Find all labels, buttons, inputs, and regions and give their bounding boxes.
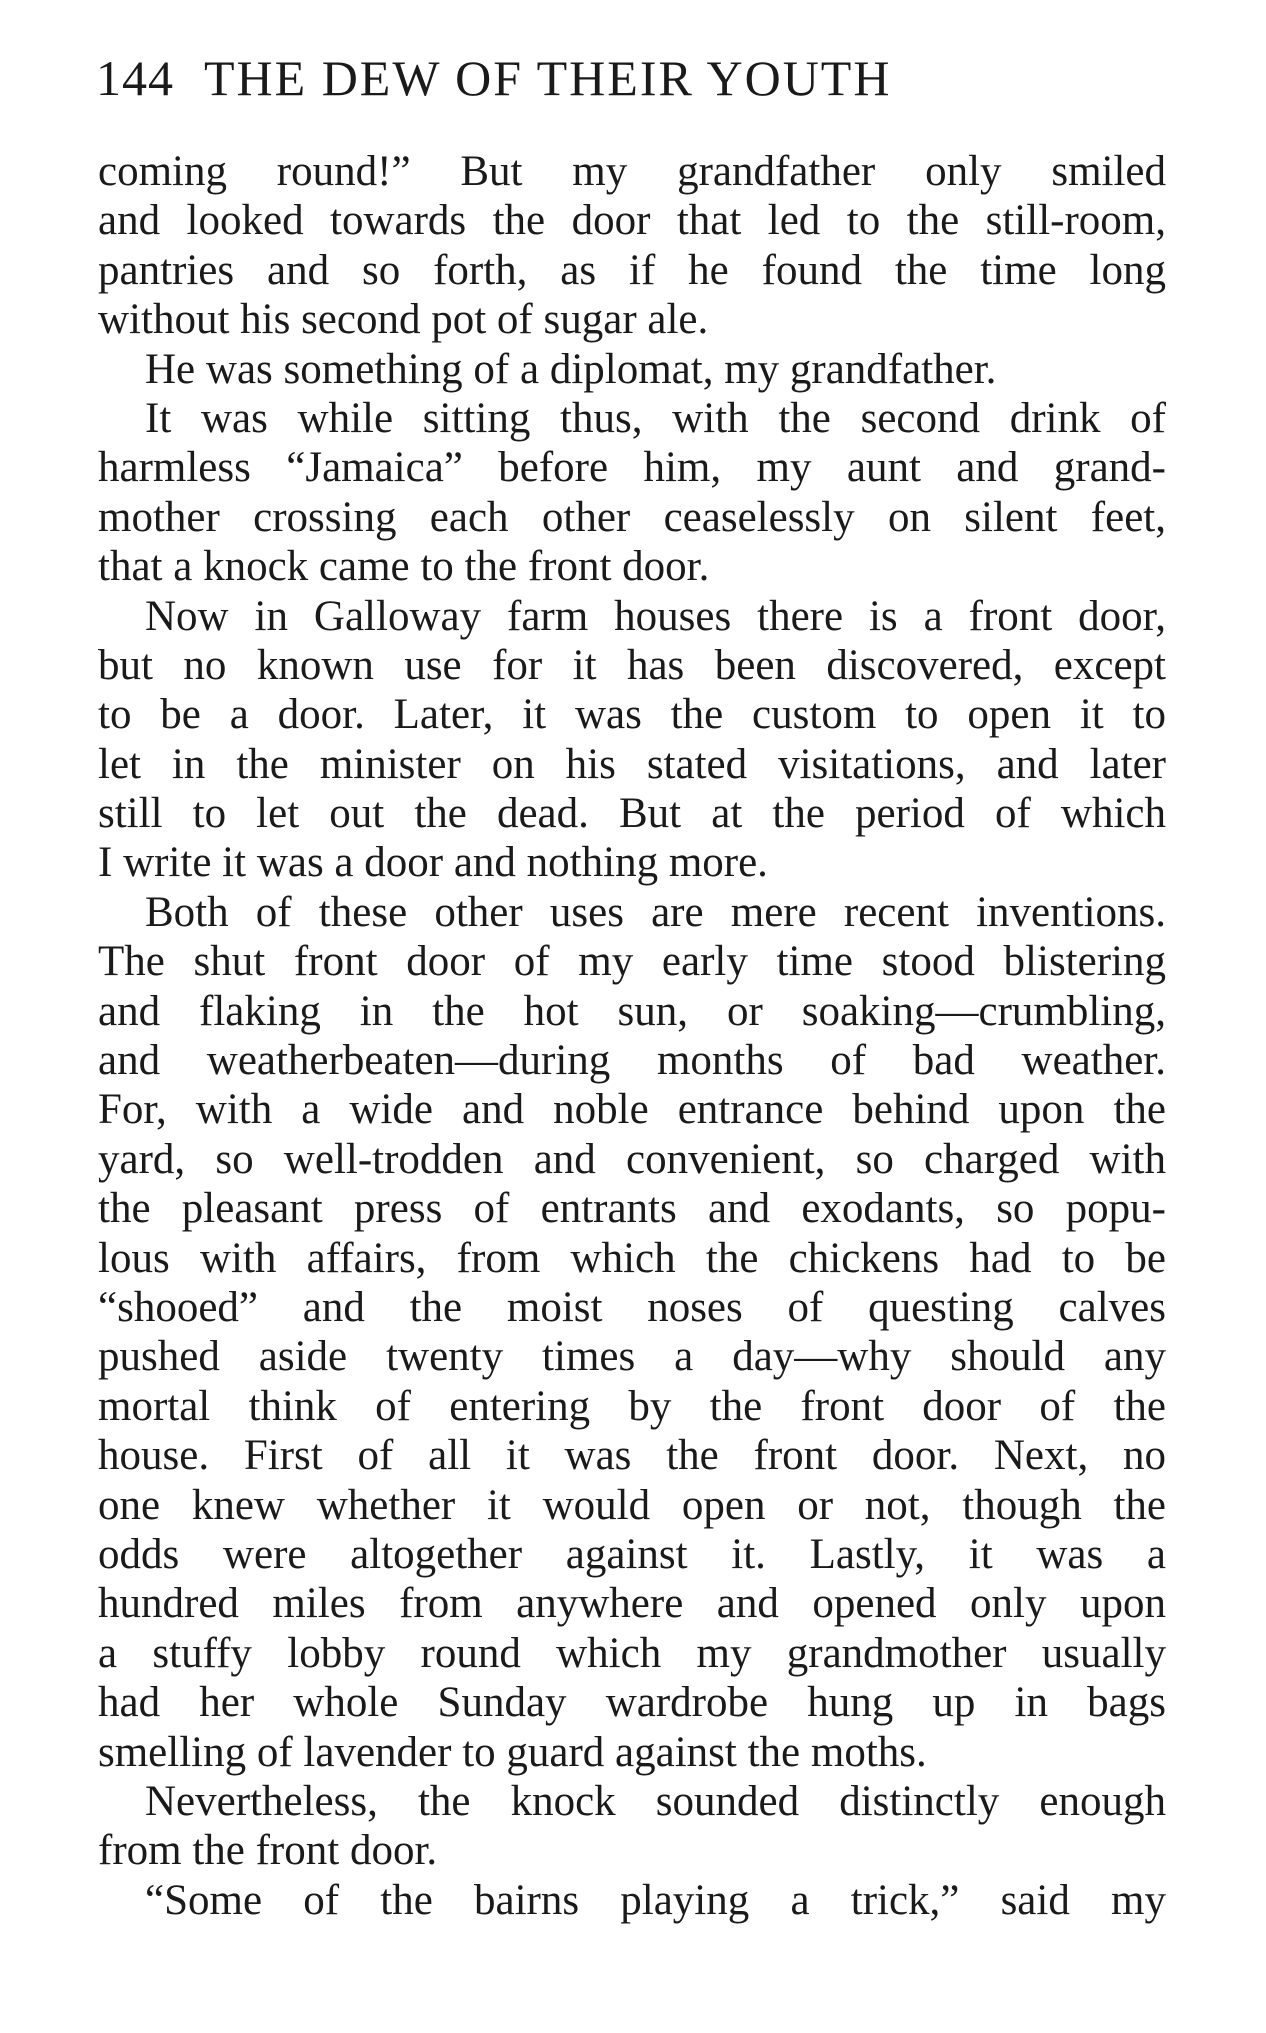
text-line: and looked towards the door that led to the still-room, bbox=[98, 197, 1166, 245]
page-number: 144 bbox=[96, 50, 174, 106]
text-line: For, with a wide and noble entrance behind upon the bbox=[98, 1086, 1166, 1134]
text-line: pushed aside twenty times a day—why should any bbox=[98, 1333, 1166, 1381]
text-line: house. First of all it was the front door. Next, no bbox=[98, 1432, 1166, 1480]
text-line: The shut front door of my early time stood blistering bbox=[98, 938, 1166, 986]
text-line: a stuffy lobby round which my grandmother usually bbox=[98, 1629, 1166, 1677]
running-head bbox=[96, 48, 891, 108]
text-line: that a knock came to the front door. bbox=[98, 543, 710, 591]
text-line: coming round!” But my grandfather only smiled bbox=[98, 148, 1166, 195]
text-line: without his second pot of sugar ale. bbox=[98, 296, 709, 344]
text-line: mortal think of entering by the front door of the bbox=[98, 1382, 1166, 1430]
text-line: “Some of the bairns playing a trick,” said my bbox=[145, 1876, 1166, 1924]
text-line: Nevertheless, the knock sounded distinctly enough bbox=[145, 1777, 1166, 1825]
text-line: to be a door. Later, it was the custom to open it to bbox=[98, 691, 1166, 739]
text-line: and weatherbeaten—during months of bad weather. bbox=[98, 1037, 1166, 1085]
text-line: Now in Galloway farm houses there is a front door, bbox=[145, 592, 1166, 640]
text-line: had her whole Sunday wardrobe hung up in bags bbox=[98, 1679, 1166, 1727]
text-line: “shooed” and the moist noses of questing calves bbox=[98, 1283, 1166, 1331]
text-line: hundred miles from anywhere and opened only upon bbox=[98, 1580, 1166, 1628]
text-line: still to let out the dead. But at the period of which bbox=[98, 790, 1166, 838]
text-line: odds were altogether against it. Lastly, it was a bbox=[98, 1530, 1166, 1578]
text-line: He was something of a diplomat, my grandfather. bbox=[145, 345, 997, 393]
text-line: but no known use for it has been discovered, except bbox=[98, 641, 1166, 689]
text-line: pantries and so forth, as if he found the time long bbox=[98, 246, 1166, 294]
text-line: from the front door. bbox=[98, 1827, 438, 1875]
text-line: one knew whether it would open or not, though the bbox=[98, 1481, 1166, 1529]
book-title: THE DEW OF THEIR YOUTH bbox=[204, 50, 892, 106]
text-line: mother crossing each other ceaselessly on silent feet, bbox=[98, 493, 1166, 541]
text-line: harmless “Jamaica” before him, my aunt and grand- bbox=[98, 444, 1166, 492]
text-line: I write it was a door and nothing more. bbox=[98, 839, 768, 887]
text-line: lous with affairs, from which the chickens had to be bbox=[98, 1234, 1166, 1282]
text-line: and flaking in the hot sun, or soaking—crumbling, bbox=[98, 987, 1166, 1035]
text-line: Both of these other uses are mere recent inventions. bbox=[145, 888, 1166, 936]
text-line: It was while sitting thus, with the second drink of bbox=[145, 394, 1166, 442]
body-text bbox=[98, 147, 1166, 1925]
text-line: yard, so well-trodden and convenient, so charged with bbox=[98, 1135, 1166, 1183]
text-line: smelling of lavender to guard against the moths. bbox=[98, 1728, 927, 1776]
text-line: let in the minister on his stated visitations, and later bbox=[98, 740, 1166, 788]
text-line: the pleasant press of entrants and exodants, so popu- bbox=[98, 1185, 1166, 1233]
